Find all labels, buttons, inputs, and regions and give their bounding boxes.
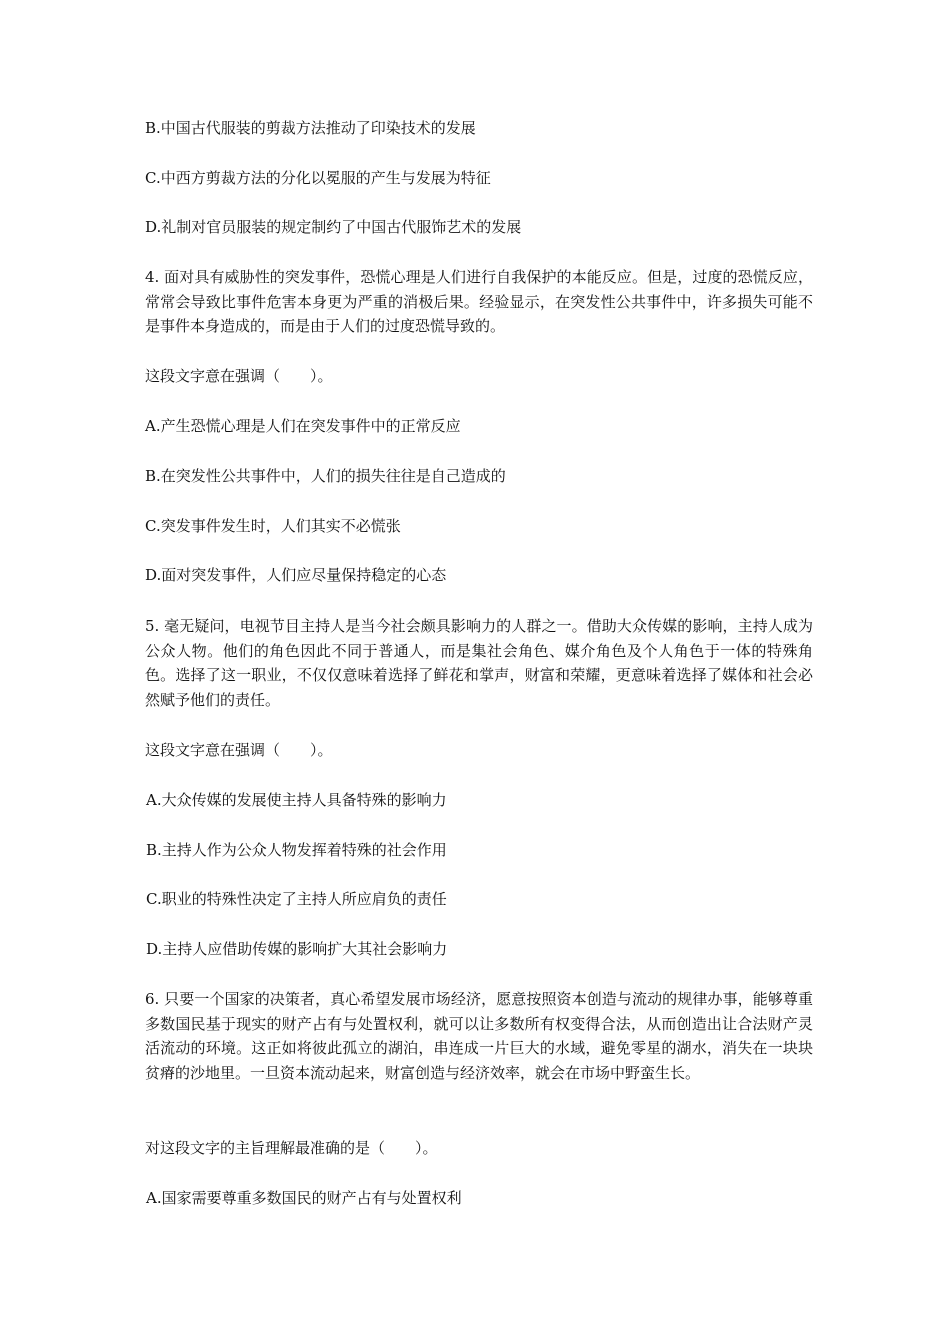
q4-option-a: A.产生恐慌心理是人们在突发事件中的正常反应	[145, 417, 461, 435]
q3-option-d: D.礼制对官员服装的规定制约了中国古代服饰艺术的发展	[145, 218, 522, 236]
q4-option-d: D.面对突发事件，人们应尽量保持稳定的心态	[145, 566, 447, 584]
q5-option-d: D.主持人应借助传媒的影响扩大其社会影响力	[146, 940, 448, 958]
document-page	[145, 0, 813, 1344]
q4-question: 这段文字意在强调（ ）。	[145, 367, 333, 385]
q5-option-b: B.主持人作为公众人物发挥着特殊的社会作用	[146, 841, 447, 859]
q4-passage: 4. 面对具有威胁性的突发事件，恐慌心理是人们进行自我保护的本能反应。但是，过度的恐慌反应，常常会导致比事件危害本身更为严重的消极后果。经验显示，在突发性公共事件中，许多损失可能不是事件本身造成的，而是由于人们的过度恐慌导致的。	[145, 268, 813, 335]
q5-option-a: A.大众传媒的发展使主持人具备特殊的影响力	[146, 791, 447, 809]
q6-question: 对这段文字的主旨理解最准确的是（ ）。	[145, 1139, 438, 1157]
q4-option-b: B.在突发性公共事件中，人们的损失往往是自己造成的	[145, 467, 506, 485]
q5-passage: 5. 毫无疑问，电视节目主持人是当今社会颇具影响力的人群之一。借助大众传媒的影响，主持人成为公众人物。他们的角色因此不同于普通人，而是集社会角色、媒介角色及个人角色于一体的特殊角色。选择了这一职业，不仅仅意味着选择了鲜花和掌声，财富和荣耀，更意味着选择了媒体和社会必然赋予他们的责任。	[145, 617, 813, 709]
q6-passage: 6. 只要一个国家的决策者，真心希望发展市场经济，愿意按照资本创造与流动的规律办事，能够尊重多数国民基于现实的财产占有与处置权利，就可以让多数所有权变得合法，从而创造出让合法财产灵活流动的环境。这正如将彼此孤立的湖泊，串连成一片巨大的水域，避免零星的湖水，消失在一块块贫瘠的沙地里。一旦资本流动起来，财富创造与经济效率，就会在市场中野蛮生长。	[145, 990, 813, 1082]
q4-option-c: C.突发事件发生时，人们其实不必慌张	[145, 517, 401, 535]
q5-question: 这段文字意在强调（ ）。	[145, 741, 333, 759]
q6-option-a: A.国家需要尊重多数国民的财产占有与处置权利	[146, 1189, 462, 1207]
q3-option-c: C.中西方剪裁方法的分化以冕服的产生与发展为特征	[145, 169, 491, 187]
q5-option-c: C.职业的特殊性决定了主持人所应肩负的责任	[146, 890, 447, 908]
q3-option-b: B.中国古代服装的剪裁方法推动了印染技术的发展	[145, 119, 476, 137]
